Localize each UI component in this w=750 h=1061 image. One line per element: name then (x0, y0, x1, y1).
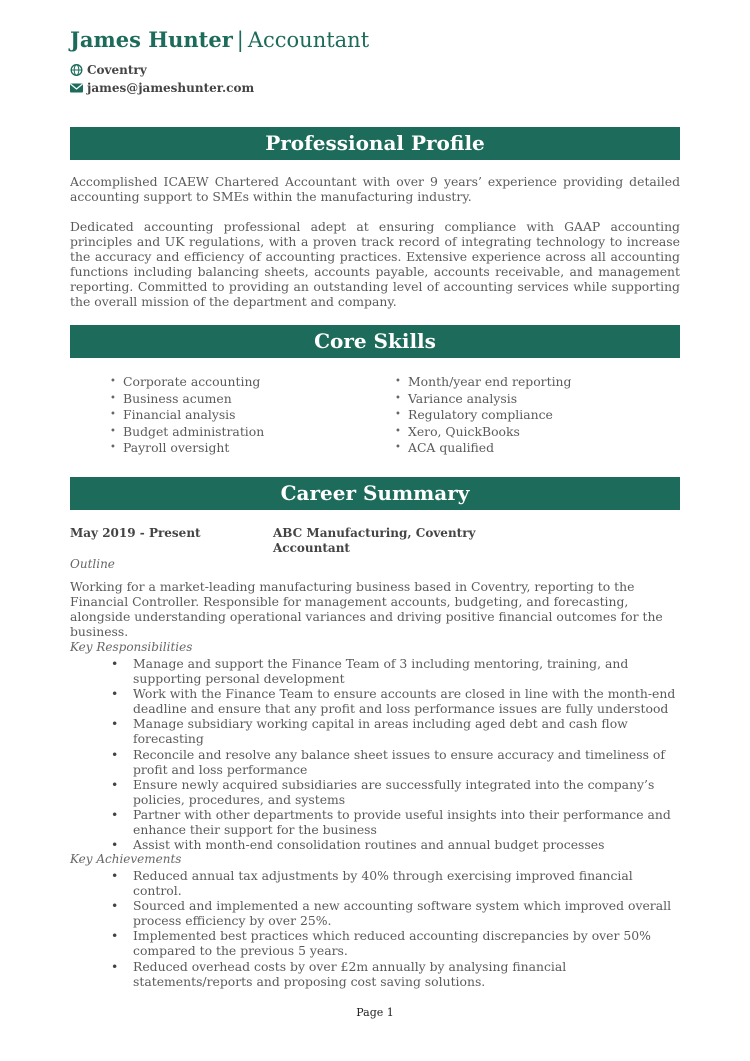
responsibility-item: • Ensure newly acquired subsidiaries are successfully integrated into the company’s policies, procedures, and systems (133, 777, 680, 807)
responsibility-item: • Reconcile and resolve any balance sheet issues to ensure accuracy and timeliness of profit and loss performance (133, 747, 680, 777)
skill-item: • Corporate accounting (110, 374, 395, 391)
page-number: Page 1 (356, 1006, 394, 1019)
location-text: Coventry (87, 63, 147, 77)
achievement-item: • Implemented best practices which reduced accounting discrepancies by over 50% compared to the previous 5 years. (133, 928, 680, 958)
outline-paragraph: Working for a market-leading manufacturing business based in Coventry, reporting to the Financial Controller. Responsible for management accounts, budgeting, and forecasting, alongside understanding operational variances and driving positive financial outcomes for the business. (70, 579, 663, 639)
name-separator: | (236, 28, 244, 52)
profile-paragraph-2: Dedicated accounting professional adept at ensuring compliance with GAAP accounting principles and UK regulations, with a proven track record of integrating technology to increase the accuracy and efficiency of accounting practices. Extensive experience across all accounting functions including balancing sheets, accounts payable, accounts receivable, and management reporting. Committed to providing an outstanding level of accounting services while supporting the overall mission of the department and company. (70, 219, 680, 309)
job-position: Accountant (273, 541, 350, 555)
skill-item: • Payroll oversight (110, 440, 395, 457)
skill-item: • Month/year end reporting (395, 374, 680, 391)
job-date: May 2019 - Present (70, 526, 201, 540)
skills-column-left (110, 374, 395, 457)
skill-item: • Financial analysis (110, 407, 395, 424)
responsibilities-list (133, 656, 680, 852)
skill-item: • Regulatory compliance (395, 407, 680, 424)
email-text[interactable]: james@jameshunter.com (87, 81, 255, 95)
achievement-item: • Reduced overhead costs by over £2m annually by analysing financial statements/reports and proposing cost saving solutions. (133, 959, 680, 989)
responsibilities-label: Key Responsibilities (70, 640, 193, 654)
achievement-item: • Sourced and implemented a new accounting software system which improved overall process efficiency by over 25%. (133, 898, 680, 928)
name-line (70, 27, 369, 52)
skill-item: • Business acumen (110, 391, 395, 408)
outline-label: Outline (70, 557, 115, 571)
job-heading (273, 526, 476, 556)
responsibility-item: • Assist with month-end consolidation routines and annual budget processes (133, 837, 680, 852)
achievement-item: • Reduced annual tax adjustments by 40% through exercising improved financial control. (133, 868, 680, 898)
achievements-label: Key Achievements (70, 852, 182, 866)
responsibility-item: • Work with the Finance Team to ensure accounts are closed in line with the month-end deadline and ensure that any profit and loss performance issues are fully understood (133, 686, 680, 716)
location-line (70, 63, 147, 77)
email-line (70, 81, 254, 95)
skills-column-right (395, 374, 680, 457)
section-title-profile: Professional Profile (70, 127, 680, 160)
skill-item: • Variance analysis (395, 391, 680, 408)
skills-list (110, 374, 680, 457)
achievements-list (133, 868, 680, 989)
globe-icon (70, 64, 83, 76)
job-company: ABC Manufacturing, Coventry (273, 526, 476, 540)
envelope-icon (70, 82, 83, 94)
profile-paragraph-1: Accomplished ICAEW Chartered Accountant with over 9 years’ experience providing detailed accounting support to SMEs within the manufacturing industry. (70, 174, 680, 204)
section-title-skills: Core Skills (70, 325, 680, 358)
skill-item: • Budget administration (110, 424, 395, 441)
skill-item: • Xero, QuickBooks (395, 424, 680, 441)
candidate-name: James Hunter (70, 27, 233, 52)
responsibility-item: • Manage subsidiary working capital in areas including aged debt and cash flow forecasting (133, 716, 680, 746)
responsibility-item: • Manage and support the Finance Team of 3 including mentoring, training, and supporting personal development (133, 656, 680, 686)
candidate-role: Accountant (247, 28, 370, 52)
responsibility-item: • Partner with other departments to provide useful insights into their performance and enhance their support for the business (133, 807, 680, 837)
section-title-career: Career Summary (70, 477, 680, 510)
skill-item: • ACA qualified (395, 440, 680, 457)
